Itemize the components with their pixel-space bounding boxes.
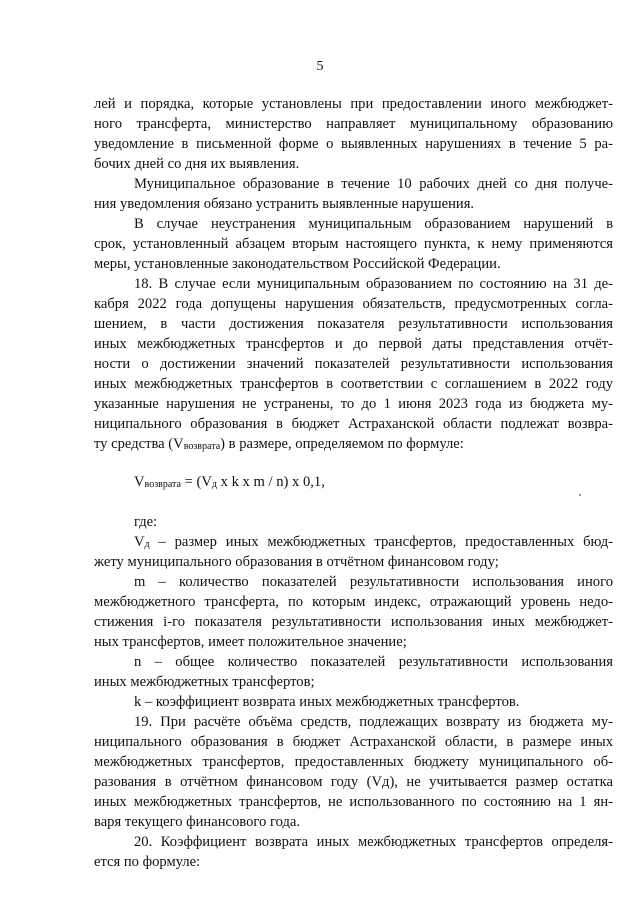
text-line: В случае неустранения муниципальным образованием нарушений в bbox=[134, 216, 613, 232]
page-number: 5 bbox=[316, 59, 324, 74]
text-line: межбюджетных трансфертов, предоставленных бюджету муниципального об- bbox=[94, 754, 613, 770]
text-line: Vд – размер иных межбюджетных трансфертов, предоставленных бюд- bbox=[134, 534, 613, 550]
text-line: ности о достижении значений показателей результативности использования bbox=[94, 356, 613, 372]
text-line: межбюджетного трансферта, по которым индекс, отражающий уровень недо- bbox=[94, 594, 613, 610]
text-line: ных трансфертов, имеет положительное значение; bbox=[94, 634, 407, 650]
text-line: кабря 2022 года допущены нарушения обязательств, предусмотренных согла- bbox=[94, 296, 613, 312]
text-line: ниципального образования в бюджет Астраханской области подлежат возвра- bbox=[94, 416, 613, 432]
text-line: уведомление в письменной форме о выявленных нарушениях в течение 5 ра- bbox=[94, 136, 613, 152]
text-line: лей и порядка, которые установлены при предоставлении иного межбюджет- bbox=[94, 96, 613, 112]
formula-v-return: Vвозврата = (Vд x k x m / n) x 0,1, bbox=[134, 474, 325, 490]
text-line: шением, в части достижения показателя результативности использования bbox=[94, 316, 613, 332]
text-line: ту средства (Vвозврата) в размере, определяемом по формуле: bbox=[94, 436, 464, 452]
text-line: жету муниципального образования в отчётном финансовом году; bbox=[94, 554, 499, 570]
text-line: иных межбюджетных трансфертов в соответствии с соглашением в 2022 году bbox=[94, 376, 613, 392]
text-line: иных межбюджетных трансфертов, не использованного по состоянию на 1 ян- bbox=[94, 794, 613, 810]
text-line: указанные нарушения не устранены, то до 1 июня 2023 года из бюджета му- bbox=[94, 396, 613, 412]
text-line: меры, установленные законодательством Российской Федерации. bbox=[94, 256, 501, 272]
text-line: ного трансферта, министерство направляет муниципальному образованию bbox=[94, 116, 613, 132]
text-line: m – количество показателей результативности использования иного bbox=[134, 574, 613, 590]
text-line: варя текущего финансового года. bbox=[94, 814, 300, 830]
scan-speck bbox=[579, 494, 581, 496]
text-line: Муниципальное образование в течение 10 рабочих дней со дня получе- bbox=[134, 176, 613, 192]
text-line: ния уведомления обязано устранить выявленные нарушения. bbox=[94, 196, 475, 212]
text-line: иных межбюджетных трансфертов; bbox=[94, 674, 315, 690]
text-line: n – общее количество показателей результативности использования bbox=[134, 654, 613, 670]
text-line: k – коэффициент возврата иных межбюджетных трансфертов. bbox=[134, 694, 520, 710]
text-line: стижения i-го показателя результативности использования иных межбюджет- bbox=[94, 614, 613, 630]
text-line: иных межбюджетных трансфертов и до первой даты представления отчёт- bbox=[94, 336, 613, 352]
text-line: разования в отчётном финансовом году (Vд), не учитывается размер остатка bbox=[94, 774, 613, 790]
text-line: бочих дней со дня их выявления. bbox=[94, 156, 300, 172]
text-line: ется по формуле: bbox=[94, 854, 201, 870]
text-line: 18. В случае если муниципальным образованием по состоянию на 31 де- bbox=[134, 276, 613, 292]
text-line: ниципального образования в бюджет Астраханской области, в размере иных bbox=[94, 734, 613, 750]
text-line: где: bbox=[134, 514, 158, 530]
text-line: 19. При расчёте объёма средств, подлежащих возврату из бюджета му- bbox=[134, 714, 613, 730]
text-line: срок, установленный абзацем вторым настоящего пункта, к нему применяются bbox=[94, 236, 613, 252]
text-line: 20. Коэффициент возврата иных межбюджетных трансфертов определя- bbox=[134, 834, 613, 850]
